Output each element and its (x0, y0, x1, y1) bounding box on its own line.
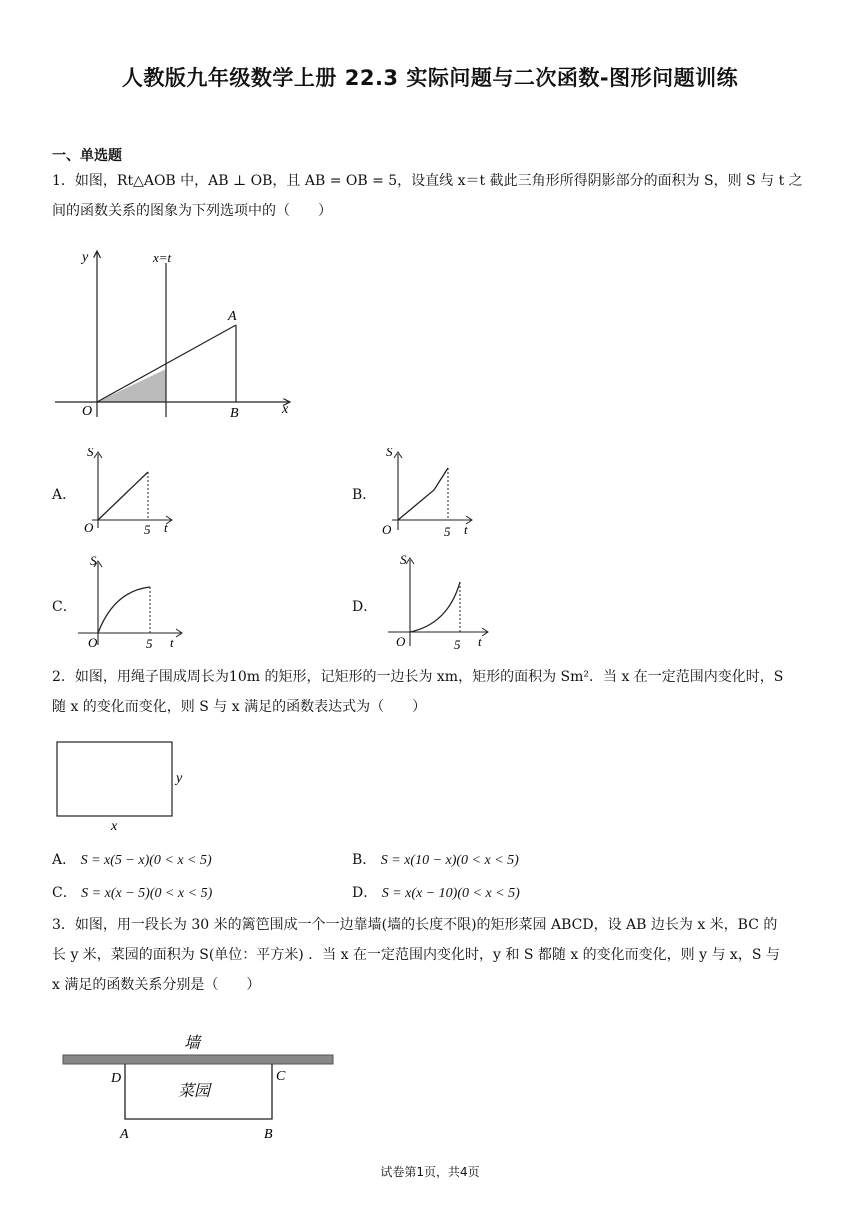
svg-text:S: S (90, 555, 97, 568)
fig1-point-B: B (230, 406, 239, 421)
fig2-x-label: x (111, 819, 118, 834)
fig3-point-D: D (111, 1071, 122, 1086)
svg-text:O: O (396, 634, 406, 649)
question-3-line-2: 长 y 米，菜园的面积为 S(单位：平方米) ．当 x 在一定范围内变化时，y 和 S 都随 x 的变化而变化，则 y 与 x，S 与 (52, 947, 780, 963)
svg-text:t: t (170, 635, 174, 650)
svg-text:5: 5 (454, 637, 461, 652)
svg-text:S: S (386, 448, 393, 459)
fig1-y-label: y (82, 250, 89, 265)
fig1-x-label: x (282, 402, 289, 417)
svg-text:5: 5 (146, 636, 153, 650)
q1-option-a-graph[interactable] (80, 448, 180, 538)
fig3-point-C: C (276, 1069, 286, 1084)
q2-option-c[interactable]: C． S = x(x − 5)(0 < x < 5) (52, 885, 213, 901)
curve-linear (98, 472, 148, 520)
q1-option-a-label[interactable]: A． (52, 487, 77, 503)
curve-convex (410, 582, 460, 632)
q1-option-c-label[interactable]: C． (52, 599, 77, 615)
shaded-region (97, 369, 166, 402)
question-1-line-2: 间的函数关系的图象为下列选项中的（ ） (52, 203, 332, 219)
svg-text:O: O (88, 635, 98, 650)
svg-text:S: S (400, 552, 407, 567)
svg-text:t: t (478, 634, 482, 649)
fig1-point-O: O (82, 404, 93, 419)
svg-text:O: O (382, 522, 392, 537)
q1-option-b-graph[interactable] (378, 448, 478, 538)
question-3-text (52, 910, 812, 1000)
question-3-figure (56, 1028, 346, 1146)
question-1-line-1: 1．如图，Rt△AOB 中，AB ⊥ OB，且 AB = OB = 5，设直线 x＝t 截此三角形所得阴影部分的面积为 S，则 S 与 t 之 (52, 173, 803, 189)
page-title: 人教版九年级数学上册 22.3 实际问题与二次函数-图形问题训练 (121, 66, 739, 90)
svg-text:5: 5 (144, 522, 151, 537)
svg-text:5: 5 (444, 524, 451, 538)
question-2-line-2: 随 x 的变化而变化，则 S 与 x 满足的函数表达式为（ ） (52, 699, 427, 715)
fig3-point-B: B (264, 1127, 273, 1142)
q1-option-d-graph[interactable] (384, 552, 494, 652)
curve-piecewise (398, 468, 448, 520)
q1-option-d-label[interactable]: D． (352, 599, 378, 615)
fig3-point-A: A (120, 1127, 129, 1142)
svg-text:t: t (464, 522, 468, 537)
rectangle (57, 742, 172, 816)
fig3-garden-label: 菜园 (178, 1083, 211, 1100)
q2-option-a[interactable]: A． S = x(5 − x)(0 < x < 5) (52, 852, 212, 868)
svg-text:O: O (84, 520, 94, 535)
question-2-text (52, 662, 812, 722)
question-3-line-1: 3．如图，用一段长为 30 米的篱笆围成一个一边靠墙(墙的长度不限)的矩形菜园 ABCD，设 AB 边长为 x 米，BC 的 (52, 917, 778, 933)
question-1-text (52, 166, 812, 226)
fig1-line-label: x=t (153, 250, 172, 265)
page-footer: 试卷第1页，共4页 (380, 1165, 480, 1179)
question-2-line-1: 2．如图，用绳子围成周长为10m 的矩形，记矩形的一边长为 xm，矩形的面积为 Sm²．当 x 在一定范围内变化时，S (52, 669, 784, 685)
fig3-wall-label: 墙 (184, 1035, 201, 1052)
q1-option-c-graph[interactable] (78, 555, 188, 650)
wall (63, 1055, 333, 1064)
fig1-point-A: A (228, 309, 237, 324)
q1-option-b-label[interactable]: B． (352, 487, 377, 503)
q2-option-d[interactable]: D． S = x(x − 10)(0 < x < 5) (352, 885, 520, 901)
question-2-figure (52, 738, 192, 834)
fig2-y-label: y (176, 771, 183, 786)
question-1-figure (50, 245, 310, 425)
q2-option-b[interactable]: B． S = x(10 − x)(0 < x < 5) (352, 852, 519, 868)
svg-text:S: S (87, 448, 94, 459)
curve-concave (98, 587, 150, 633)
question-3-line-3: x 满足的函数关系分别是（ ） (52, 977, 261, 993)
section-heading: 一、单选题 (52, 148, 122, 164)
svg-text:t: t (164, 520, 168, 535)
